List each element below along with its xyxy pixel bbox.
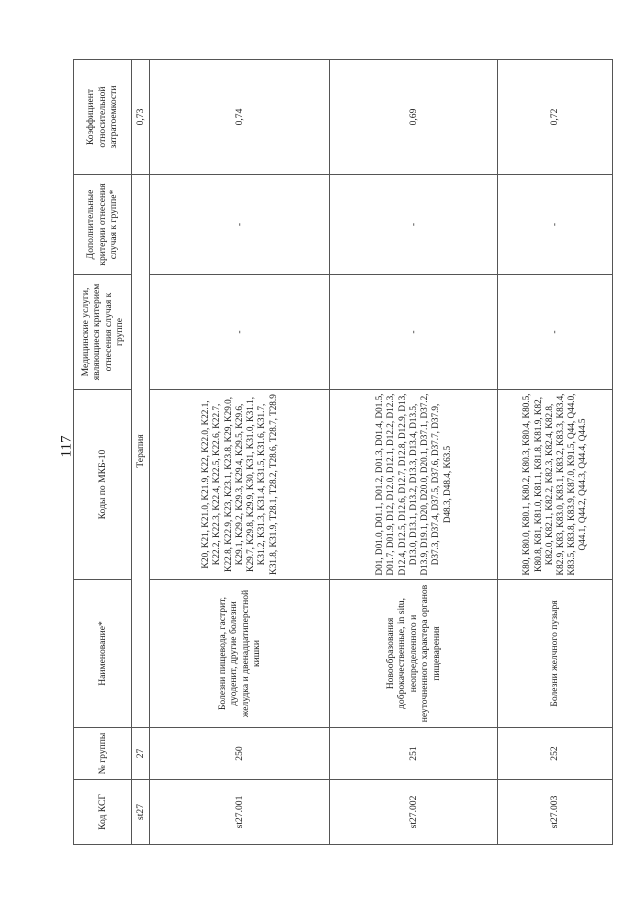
row-number: 252: [498, 728, 613, 780]
table-row: [330, 60, 498, 845]
section-number: 27: [132, 728, 150, 780]
header-coefficient: Коэффициент относительной затратоемкости: [74, 60, 132, 175]
header-ksg-code: Код КСГ: [74, 780, 132, 845]
row-medical-services: -: [150, 275, 330, 390]
ksg-table: [73, 59, 613, 845]
header-mkb-codes: Коды по МКБ-10: [74, 390, 132, 580]
header-group-number: № группы: [74, 728, 132, 780]
page-number: 117: [58, 435, 75, 458]
row-additional-criteria: -: [498, 175, 613, 275]
row-coefficient: 0,74: [150, 60, 330, 175]
row-mkb-codes: K20, K21, K21.0, K21.9, K22, K22.0, K22.1, K22.2, K22.3, K22.4, K22.5, K22.6, K22.7, K22.8, K22.9, K23, K23.1, K23.8, K29, K29.0, K29.1, K29.2, K29.3, K29.4, K29.5, K29.6, K29.7, K29.8, K29.9, K30, K31, K31.0, K31.1, K31.2, K31.3, K31.4, K31.5, K31.6, K31.7, K31.8, K31.9, T28.1, T28.2, T28.6, T28.7, T28.9: [150, 390, 330, 580]
row-name: Новообразования доброкачественные, in situ, неопределенного и неуточненного характера органов пищеварения: [330, 580, 498, 728]
row-name: Болезни пищевода, гастрит, дуоденит, другие болезни желудка и двенадцатиперстной кишки: [150, 580, 330, 728]
section-code: st27: [132, 780, 150, 845]
row-coefficient: 0,72: [498, 60, 613, 175]
row-number: 251: [330, 728, 498, 780]
header-medical-services: Медицинские услуги, являющиеся критерием отнесения случая к группе: [74, 275, 132, 390]
section-coefficient: 0,73: [132, 60, 150, 175]
table-container: [73, 60, 613, 845]
row-mkb-codes: K80, K80.0, K80.1, K80.2, K80.3, K80.4, K80.5, K80.8, K81, K81.0, K81.1, K81.8, K81.9, K82, K82.0, K82.1, K82.2, K82.3, K82.4, K82.8, K82.9, K83, K83.0, K83.1, K83.2, K83.3, K83.4, K83.5, K83.8, K83.9, K87.0, K91.5, Q44, Q44.0, Q44.1, Q44.2, Q44.3, Q44.4, Q44.5: [498, 390, 613, 580]
row-additional-criteria: -: [330, 175, 498, 275]
row-code: st27.003: [498, 780, 613, 845]
row-code: st27.001: [150, 780, 330, 845]
header-additional-criteria: Дополнительные критерии отнесения случая к группе*: [74, 175, 132, 275]
row-mkb-codes: D01, D01.0, D01.1, D01.2, D01.3, D01.4, D01.5, D01.7, D01.9, D12, D12.0, D12.1, D12.2, D12.3, D12.4, D12.5, D12.6, D12.7, D12.8, D12.9, D13, D13.0, D13.1, D13.2, D13.3, D13.4, D13.5, D13.9, D19.1, D20, D20.0, D20.1, D37.1, D37.2, D37.3, D37.4, D37.5, D37.6, D37.7, D37.9, D48.3, D48.4, K63.5: [330, 390, 498, 580]
row-name: Болезни желчного пузыря: [498, 580, 613, 728]
section-row: [132, 60, 150, 845]
row-coefficient: 0,69: [330, 60, 498, 175]
section-label: Терапия: [132, 175, 150, 728]
row-code: st27.002: [330, 780, 498, 845]
row-number: 250: [150, 728, 330, 780]
table-row: [150, 60, 330, 845]
table-header-row: [74, 60, 132, 845]
header-name: Наименование*: [74, 580, 132, 728]
row-medical-services: -: [498, 275, 613, 390]
row-medical-services: -: [330, 275, 498, 390]
table-row: [498, 60, 613, 845]
row-additional-criteria: -: [150, 175, 330, 275]
